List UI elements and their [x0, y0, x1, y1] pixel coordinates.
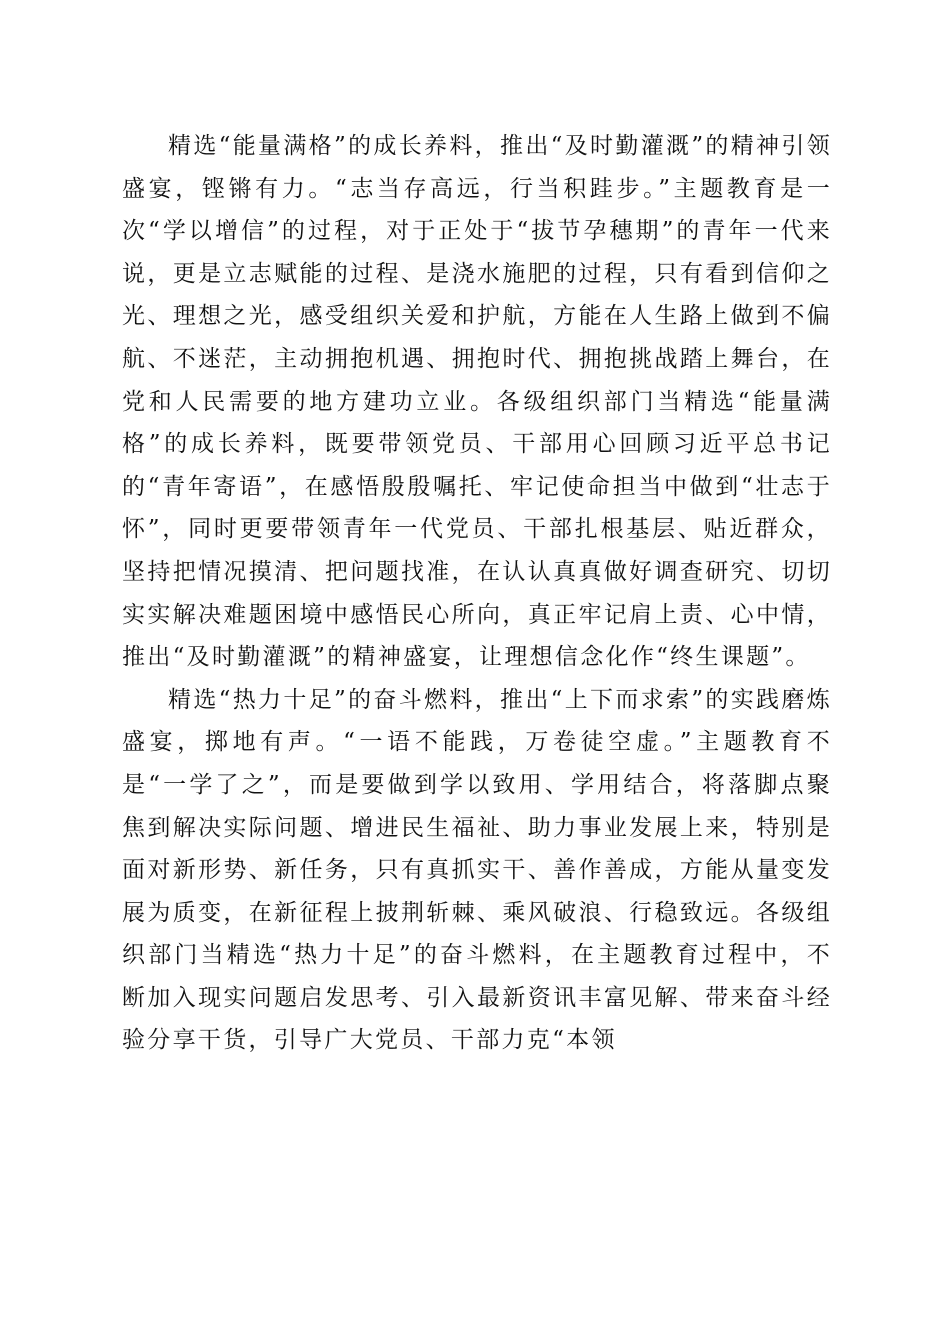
document-body: [122, 125, 832, 1062]
paragraph-2: 精选“热力十足”的奋斗燃料，推出“上下而求索”的实践磨炼盛宴，掷地有声。“一语不能践，万卷徒空虚。”主题教育不是“一学了之”，而是要做到学以致用、学用结合，将落脚点聚焦到解决实际问题、增进民生福祉、助力事业发展上来，特别是面对新形势、新任务，只有真抓实干、善作善成，方能从量变发展为质变，在新征程上披荆斩棘、乘风破浪、行稳致远。各级组织部门当精选“热力十足”的奋斗燃料，在主题教育过程中，不断加入现实问题启发思考、引入最新资讯丰富见解、带来奋斗经验分享干货，引导广大党员、干部力克“本领: [122, 686, 832, 1054]
paragraph-1: 精选“能量满格”的成长养料，推出“及时勤灌溉”的精神引领盛宴，铿锵有力。“志当存高远，行当积跬步。”主题教育是一次“学以增信”的过程，对于正处于“拔节孕穗期”的青年一代来说，更是立志赋能的过程、是浇水施肥的过程，只有看到信仰之光、理想之光，感受组织关爱和护航，方能在人生路上做到不偏航、不迷茫，主动拥抱机遇、拥抱时代、拥抱挑战踏上舞台，在党和人民需要的地方建功立业。各级组织部门当精选“能量满格”的成长养料，既要带领党员、干部用心回顾习近平总书记的“青年寄语”，在感悟殷殷嘱托、牢记使命担当中做到“壮志于怀”，同时更要带领青年一代党员、干部扎根基层、贴近群众，坚持把情况摸清、把问题找准，在认认真真做好调查研究、切切实实解决难题困境中感悟民心所向，真正牢记肩上责、心中情，推出“及时勤灌溉”的精神盛宴，让理想信念化作“终生课题”。: [122, 133, 832, 671]
